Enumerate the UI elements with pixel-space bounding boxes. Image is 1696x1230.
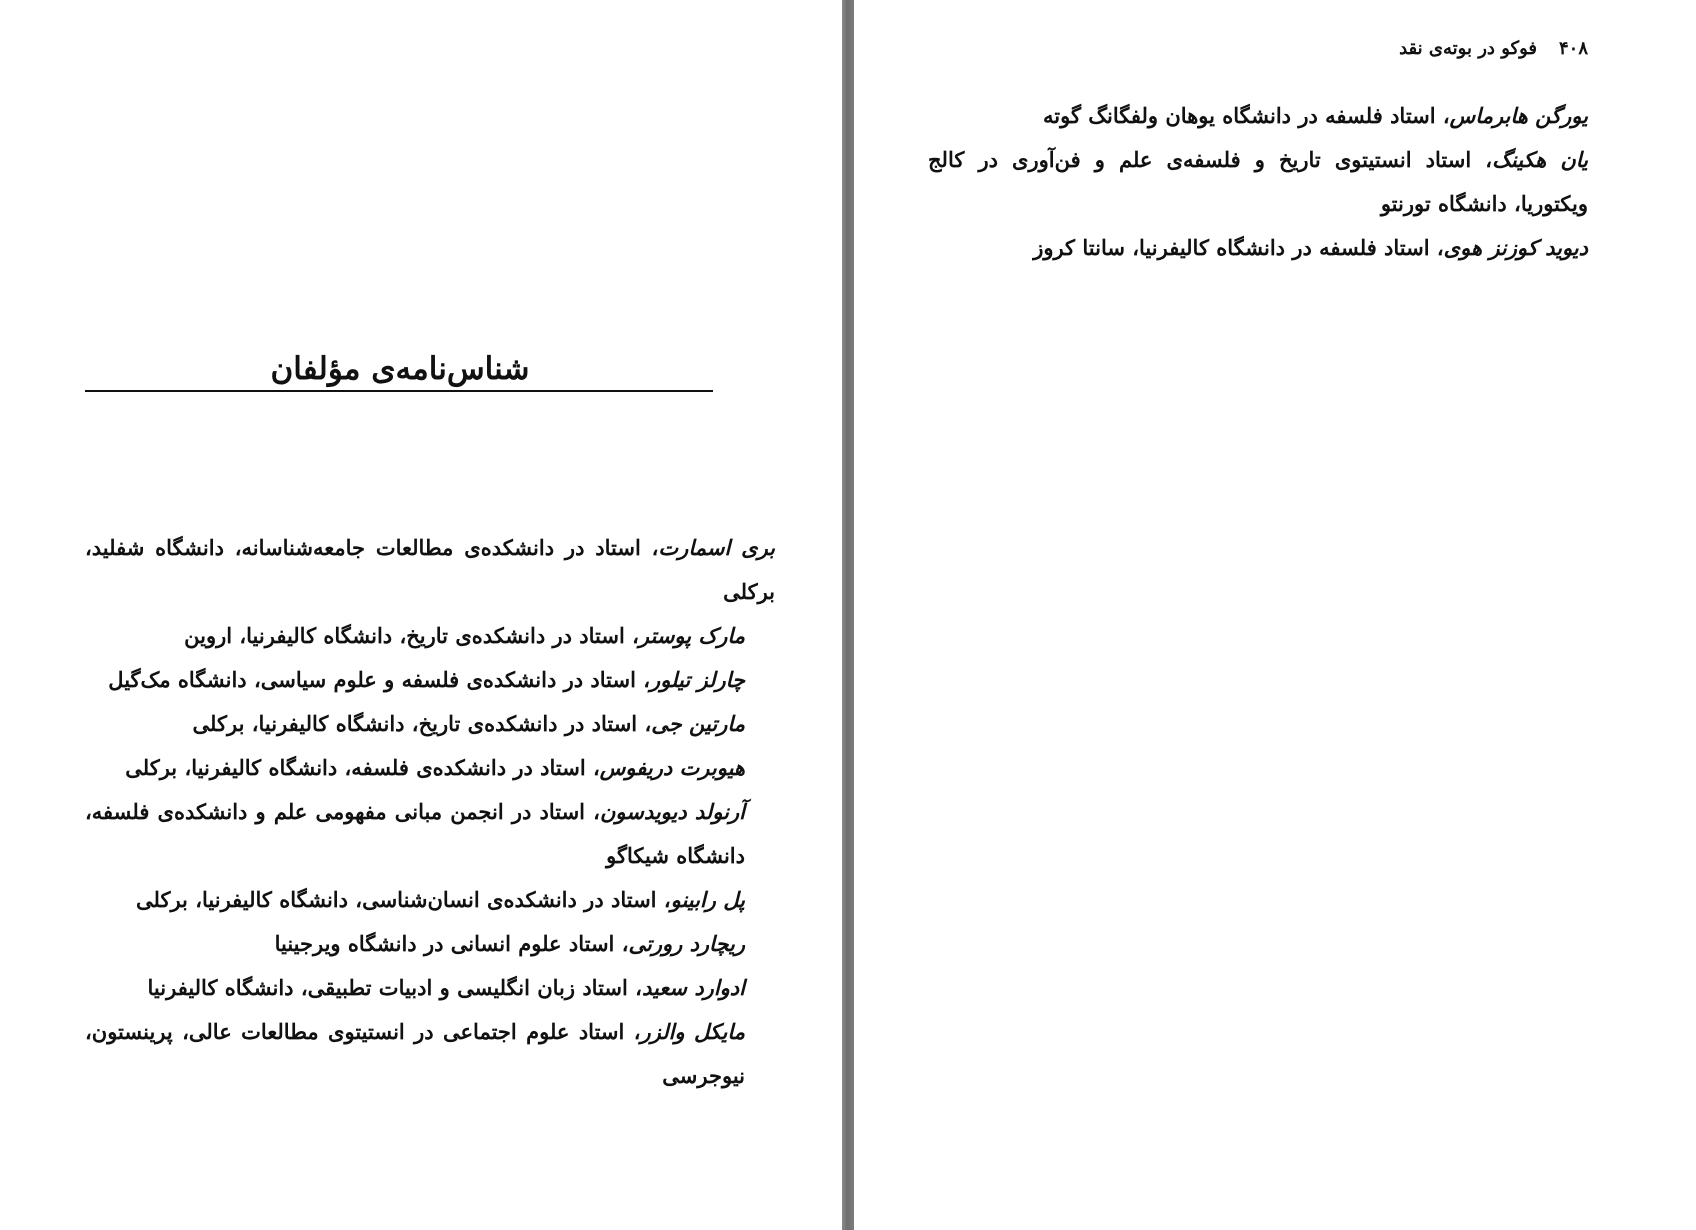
contributor-name: پل رابینو [670,887,745,912]
contributor-entry [85,746,745,790]
contributor-description: ، استاد در دانشکده‌ی تاریخ، دانشگاه کالیفرنیا، برکلی [192,711,652,736]
contributor-description: ، استاد فلسفه در دانشگاه کالیفرنیا، سانتا کروز [1033,235,1444,260]
contributor-entry [85,702,745,746]
contributors-list-right [928,94,1588,270]
contributor-entry [85,614,745,658]
contributor-description: ، استاد فلسفه در دانشگاه یوهان ولفگانگ گوته [1043,103,1450,128]
contributor-description: ، استاد در دانشکده‌ی مطالعات جامعه‌شناسانه، دانشگاه شفلید، برکلی [85,535,775,604]
contributor-description: ، استاد علوم اجتماعی در انستیتوی مطالعات عالی، پرینستون، نیوجرسی [85,1019,745,1088]
contributor-name: چارلز تیلور [650,667,745,692]
title-rule [85,390,713,392]
contributor-name: ادوارد سعید [641,975,745,1000]
contributor-entry [85,922,745,966]
contributor-name: مایکل والزر [640,1019,745,1044]
contributor-entry [85,658,745,702]
contributor-entry [928,226,1588,270]
contributor-description: ، استاد علوم انسانی در دانشگاه ویرجینیا [274,931,629,956]
running-header [1399,38,1588,59]
chapter-title: شناس‌نامه‌ی مؤلفان [270,350,530,387]
contributor-name: آرنولد دیویدسون [599,799,745,824]
left-page [0,0,842,1230]
page-number: ۴۰۸ [1558,38,1588,59]
contributor-entry [85,878,745,922]
contributors-list-left [85,526,776,1098]
contributor-description: ، استاد زبان انگلیسی و ادبیات تطبیقی، دانشگاه کالیفرنیا [147,975,642,1000]
contributor-description: ، استاد در دانشکده‌ی فلسفه، دانشگاه کالیفرنیا، برکلی [125,755,600,780]
contributor-description: ، استاد در دانشکده‌ی انسان‌شناسی، دانشگاه کالیفرنیا، برکلی [136,887,671,912]
contributor-name: هیوبرت دریفوس [599,755,745,780]
contributor-description: ، استاد در دانشکده‌ی فلسفه و علوم سیاسی، دانشگاه مک‌گیل [108,667,651,692]
contributor-name: بری اسمارت [658,535,776,560]
contributor-entry [85,966,745,1010]
contributor-description: ، استاد در دانشکده‌ی تاریخ، دانشگاه کالیفرنیا، اروین [184,623,639,648]
contributor-name: مارک پوستر [638,623,745,648]
contributor-entry [928,94,1588,138]
contributor-entry [85,526,775,614]
book-spine [842,0,854,1230]
contributor-name: یورگن هابرماس [1449,103,1588,128]
contributor-description: ، استاد انستیتوی تاریخ و فلسفه‌ی علم و فن‌آوری در کالج ویکتوریا، دانشگاه تورنتو [928,147,1588,216]
right-page [854,0,1696,1230]
contributor-name: یان هکینگ [1492,147,1588,172]
book-title: فوکو در بوته‌ی نقد [1399,38,1537,59]
contributor-name: مارتین جی [651,711,745,736]
contributor-name: ریچارد رورتی [628,931,745,956]
contributor-entry [928,138,1588,226]
contributor-entry [85,1010,745,1098]
contributor-name: دیوید کوزنز هوی [1443,235,1588,260]
contributor-entry [85,790,745,878]
contributor-description: ، استاد در انجمن مبانی مفهومی علم و دانشکده‌ی فلسفه، دانشگاه شیکاگو [85,799,745,868]
